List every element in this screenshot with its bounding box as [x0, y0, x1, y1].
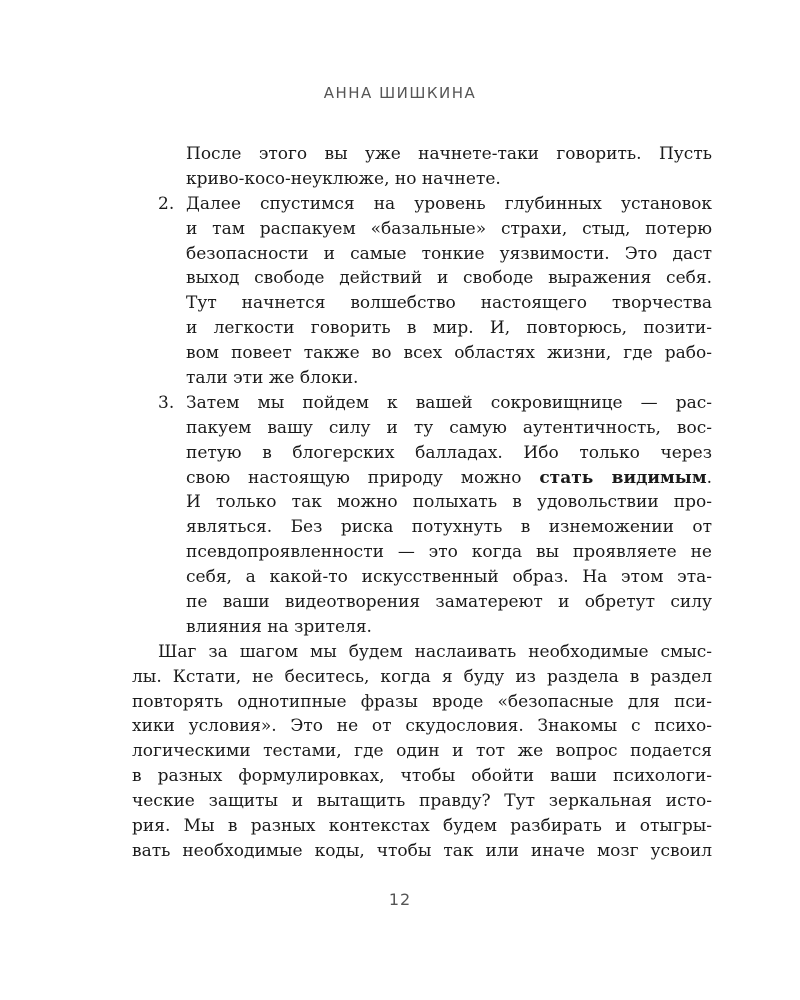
text-line: вом повеет также во всех областях жизни, где рабо- [186, 343, 712, 364]
list-item-3-line [132, 391, 712, 416]
text-line: пакуем вашу силу и ту самую аутентичность, вос- [186, 417, 712, 438]
text-line: криво-косо-неуклюже, но начнете. [186, 168, 501, 189]
paragraph-line: повторять однотипные фразы вроде «безопасные для пси- [132, 691, 712, 712]
text-line: После этого вы уже начнете-таки говорить. Пусть [186, 144, 712, 164]
running-head-author: АННА ШИШКИНА [323, 84, 477, 102]
bold-emphasis: стать видимым [539, 467, 707, 488]
text-line: и легкости говорить в мир. И, повторюсь, позити- [186, 318, 712, 339]
text-line: безопасности и самые тонкие уязвимости. Это даст [186, 243, 712, 264]
paragraph-line: вать необходимые коды, чтобы так или иначе мозг усвоил [132, 840, 712, 861]
text-line: и там распакуем «базальные» страхи, стыд, потерю [186, 218, 712, 239]
text-span: свою настоящую природу можно [186, 467, 540, 488]
text-span: . [706, 467, 712, 488]
text-line: И только так можно полыхать в удовольствии про- [186, 492, 712, 513]
text-line: псевдопроявленности — это когда вы проявляете не [186, 542, 712, 563]
text-span: Затем мы пойдем к вашей сокровищнице — рас- [186, 392, 712, 413]
paragraph-line: лы. Кстати, не беситесь, когда я буду из раздела в раздел [132, 666, 712, 687]
text-line: влияния на зрителя. [186, 616, 372, 637]
text-line: петую в блогерских балладах. Ибо только через [186, 442, 712, 463]
paragraph-line: логическими тестами, где один и тот же вопрос подается [132, 741, 712, 762]
paragraph-line: ческие защиты и вытащить правду? Тут зеркальная исто- [132, 791, 712, 812]
text-line-with-emphasis [132, 466, 712, 491]
paragraph-line: хики условия». Это не от скудословия. Знакомы с психо- [132, 716, 712, 737]
page-number: 12 [388, 890, 412, 909]
paragraph-line: рия. Мы в разных контекстах будем разбирать и отыгры- [132, 816, 712, 837]
text-line: себя, а какой-то искусственный образ. На этом эта- [186, 567, 712, 588]
page-body [132, 142, 712, 864]
list-number: 3. [158, 392, 175, 413]
text-line: являться. Без риска потухнуть в изнеможении от [186, 517, 712, 538]
list-item-2-line [132, 192, 712, 217]
text-line: пе ваши видеотворения заматереют и обретут силу [186, 592, 712, 613]
text-line: Тут начнется волшебство настоящего творчества [186, 293, 712, 314]
paragraph-line: Шаг за шагом мы будем наслаивать необходимые смыс- [158, 641, 712, 662]
text-line: тали эти же блоки. [186, 368, 359, 389]
list-number: 2. [158, 193, 175, 214]
text-line: выход свободе действий и свободе выражения себя. [186, 268, 712, 289]
text-span: Далее спустимся на уровень глубинных установок [186, 193, 712, 214]
paragraph-line: в разных формулировках, чтобы обойти ваши психологи- [132, 766, 712, 787]
